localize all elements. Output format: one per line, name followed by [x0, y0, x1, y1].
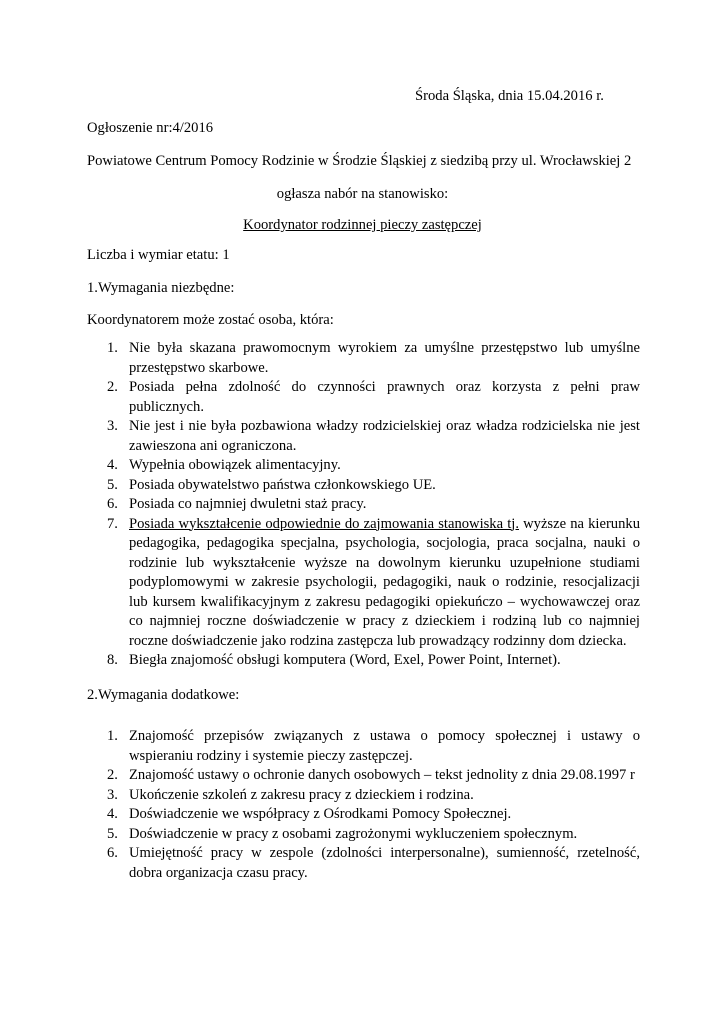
list-item — [107, 417, 640, 456]
list-item — [107, 805, 640, 825]
list-text: Posiada obywatelstwo państwa członkowskiego UE. — [129, 476, 436, 493]
list-item — [107, 844, 640, 883]
list-number: 5. — [107, 825, 118, 842]
list-text-underlined: Posiada wykształcenie odpowiednie do zajmowania stanowiska tj. — [129, 515, 519, 532]
organization-line: Powiatowe Centrum Pomocy Rodzinie w Środzie Śląskiej z siedzibą przy ul. Wrocławskiej 2 — [87, 153, 632, 169]
list-number: 8. — [107, 652, 118, 668]
list-item — [107, 456, 640, 476]
list-number: 4. — [107, 457, 118, 473]
list-text: Ukończenie szkoleń z zakresu pracy z dzieckiem i rodzina. — [129, 786, 474, 803]
list-text: Znajomość przepisów związanych z ustawa o pomocy społecznej i ustawy o wspieraniu rodziny i systemie pieczy zastępczej. — [129, 728, 640, 764]
document-date: Środa Śląska, dnia 15.04.2016 r. — [415, 88, 604, 104]
list-item — [107, 476, 640, 496]
list-number: 1. — [107, 340, 118, 356]
list-number: 3. — [107, 786, 118, 803]
list-text: Wypełnia obowiązek alimentacyjny. — [129, 457, 341, 473]
list-text: Nie była skazana prawomocnym wyrokiem za umyślne przestępstwo lub umyślne przestępstwo skarbowe. — [129, 340, 640, 376]
list-number: 6. — [107, 845, 118, 861]
list-number: 7. — [107, 515, 118, 532]
list-item — [107, 495, 640, 515]
list-item — [107, 515, 640, 652]
list-item — [107, 766, 640, 786]
required-list — [107, 339, 640, 671]
announcement-number: Ogłoszenie nr:4/2016 — [87, 120, 214, 136]
section1-heading: 1.Wymagania niezbędne: — [87, 280, 235, 296]
list-number: 4. — [107, 806, 118, 822]
list-number: 5. — [107, 476, 118, 493]
list-item — [107, 339, 640, 378]
section2-heading: 2.Wymagania dodatkowe: — [87, 687, 240, 703]
list-number: 2. — [107, 767, 118, 783]
list-text: Posiada co najmniej dwuletni staż pracy. — [129, 496, 367, 512]
list-number: 1. — [107, 728, 118, 744]
list-item — [107, 378, 640, 417]
list-item — [107, 651, 640, 671]
list-text: Umiejętność pracy w zespole (zdolności interpersonalne), sumienność, rzetelność, dobra organizacja czasu pracy. — [129, 845, 640, 881]
list-number: 2. — [107, 379, 118, 395]
list-item — [107, 786, 640, 806]
section1-intro: Koordynatorem może zostać osoba, która: — [87, 312, 334, 328]
list-text: Nie jest i nie była pozbawiona władzy rodzicielskiej oraz władza rodzicielska nie jest zawieszona ani ograniczona. — [129, 418, 640, 454]
list-number: 3. — [107, 418, 118, 434]
list-text: wyższe na kierunku pedagogika, pedagogika specjalna, psychologia, socjologia, praca socjalna, nauki o rodzinie lub wykształcenie wyższe na dowolnym kierunku uzupełnione studiami podyplomowymi w zakresie psychologii, pedagogiki, nauk o rodzinie, resocjalizacji lub kursem kwalifikacyjnym z zakresu pedagogiki opiekuńczo – wychowawczej oraz co najmniej roczne doświadczenie w pracy z dzieckiem i rodziną lub co najmniej roczne doświadczenie jako rodzina zastępcza lub prowadzący rodzinny dom dziecka. — [129, 515, 640, 649]
etat-line: Liczba i wymiar etatu: 1 — [87, 247, 230, 263]
list-text: Doświadczenie w pracy z osobami zagrożonymi wykluczeniem społecznym. — [129, 825, 578, 842]
list-number: 6. — [107, 496, 118, 512]
additional-list — [107, 727, 640, 883]
list-text: Doświadczenie we współpracy z Ośrodkami Pomocy Społecznej. — [129, 806, 512, 822]
announces-line: ogłasza nabór na stanowisko: — [276, 186, 449, 202]
list-text: Znajomość ustawy o ochronie danych osobowych – tekst jednolity z dnia 29.08.1997 r — [129, 767, 635, 783]
position-title: Koordynator rodzinnej pieczy zastępczej — [243, 217, 482, 233]
list-item — [107, 825, 640, 845]
list-item — [107, 727, 640, 766]
list-text: Biegła znajomość obsługi komputera (Word, Exel, Power Point, Internet). — [129, 652, 561, 668]
list-text: Posiada pełna zdolność do czynności prawnych oraz korzysta z pełni praw publicznych. — [129, 379, 640, 415]
